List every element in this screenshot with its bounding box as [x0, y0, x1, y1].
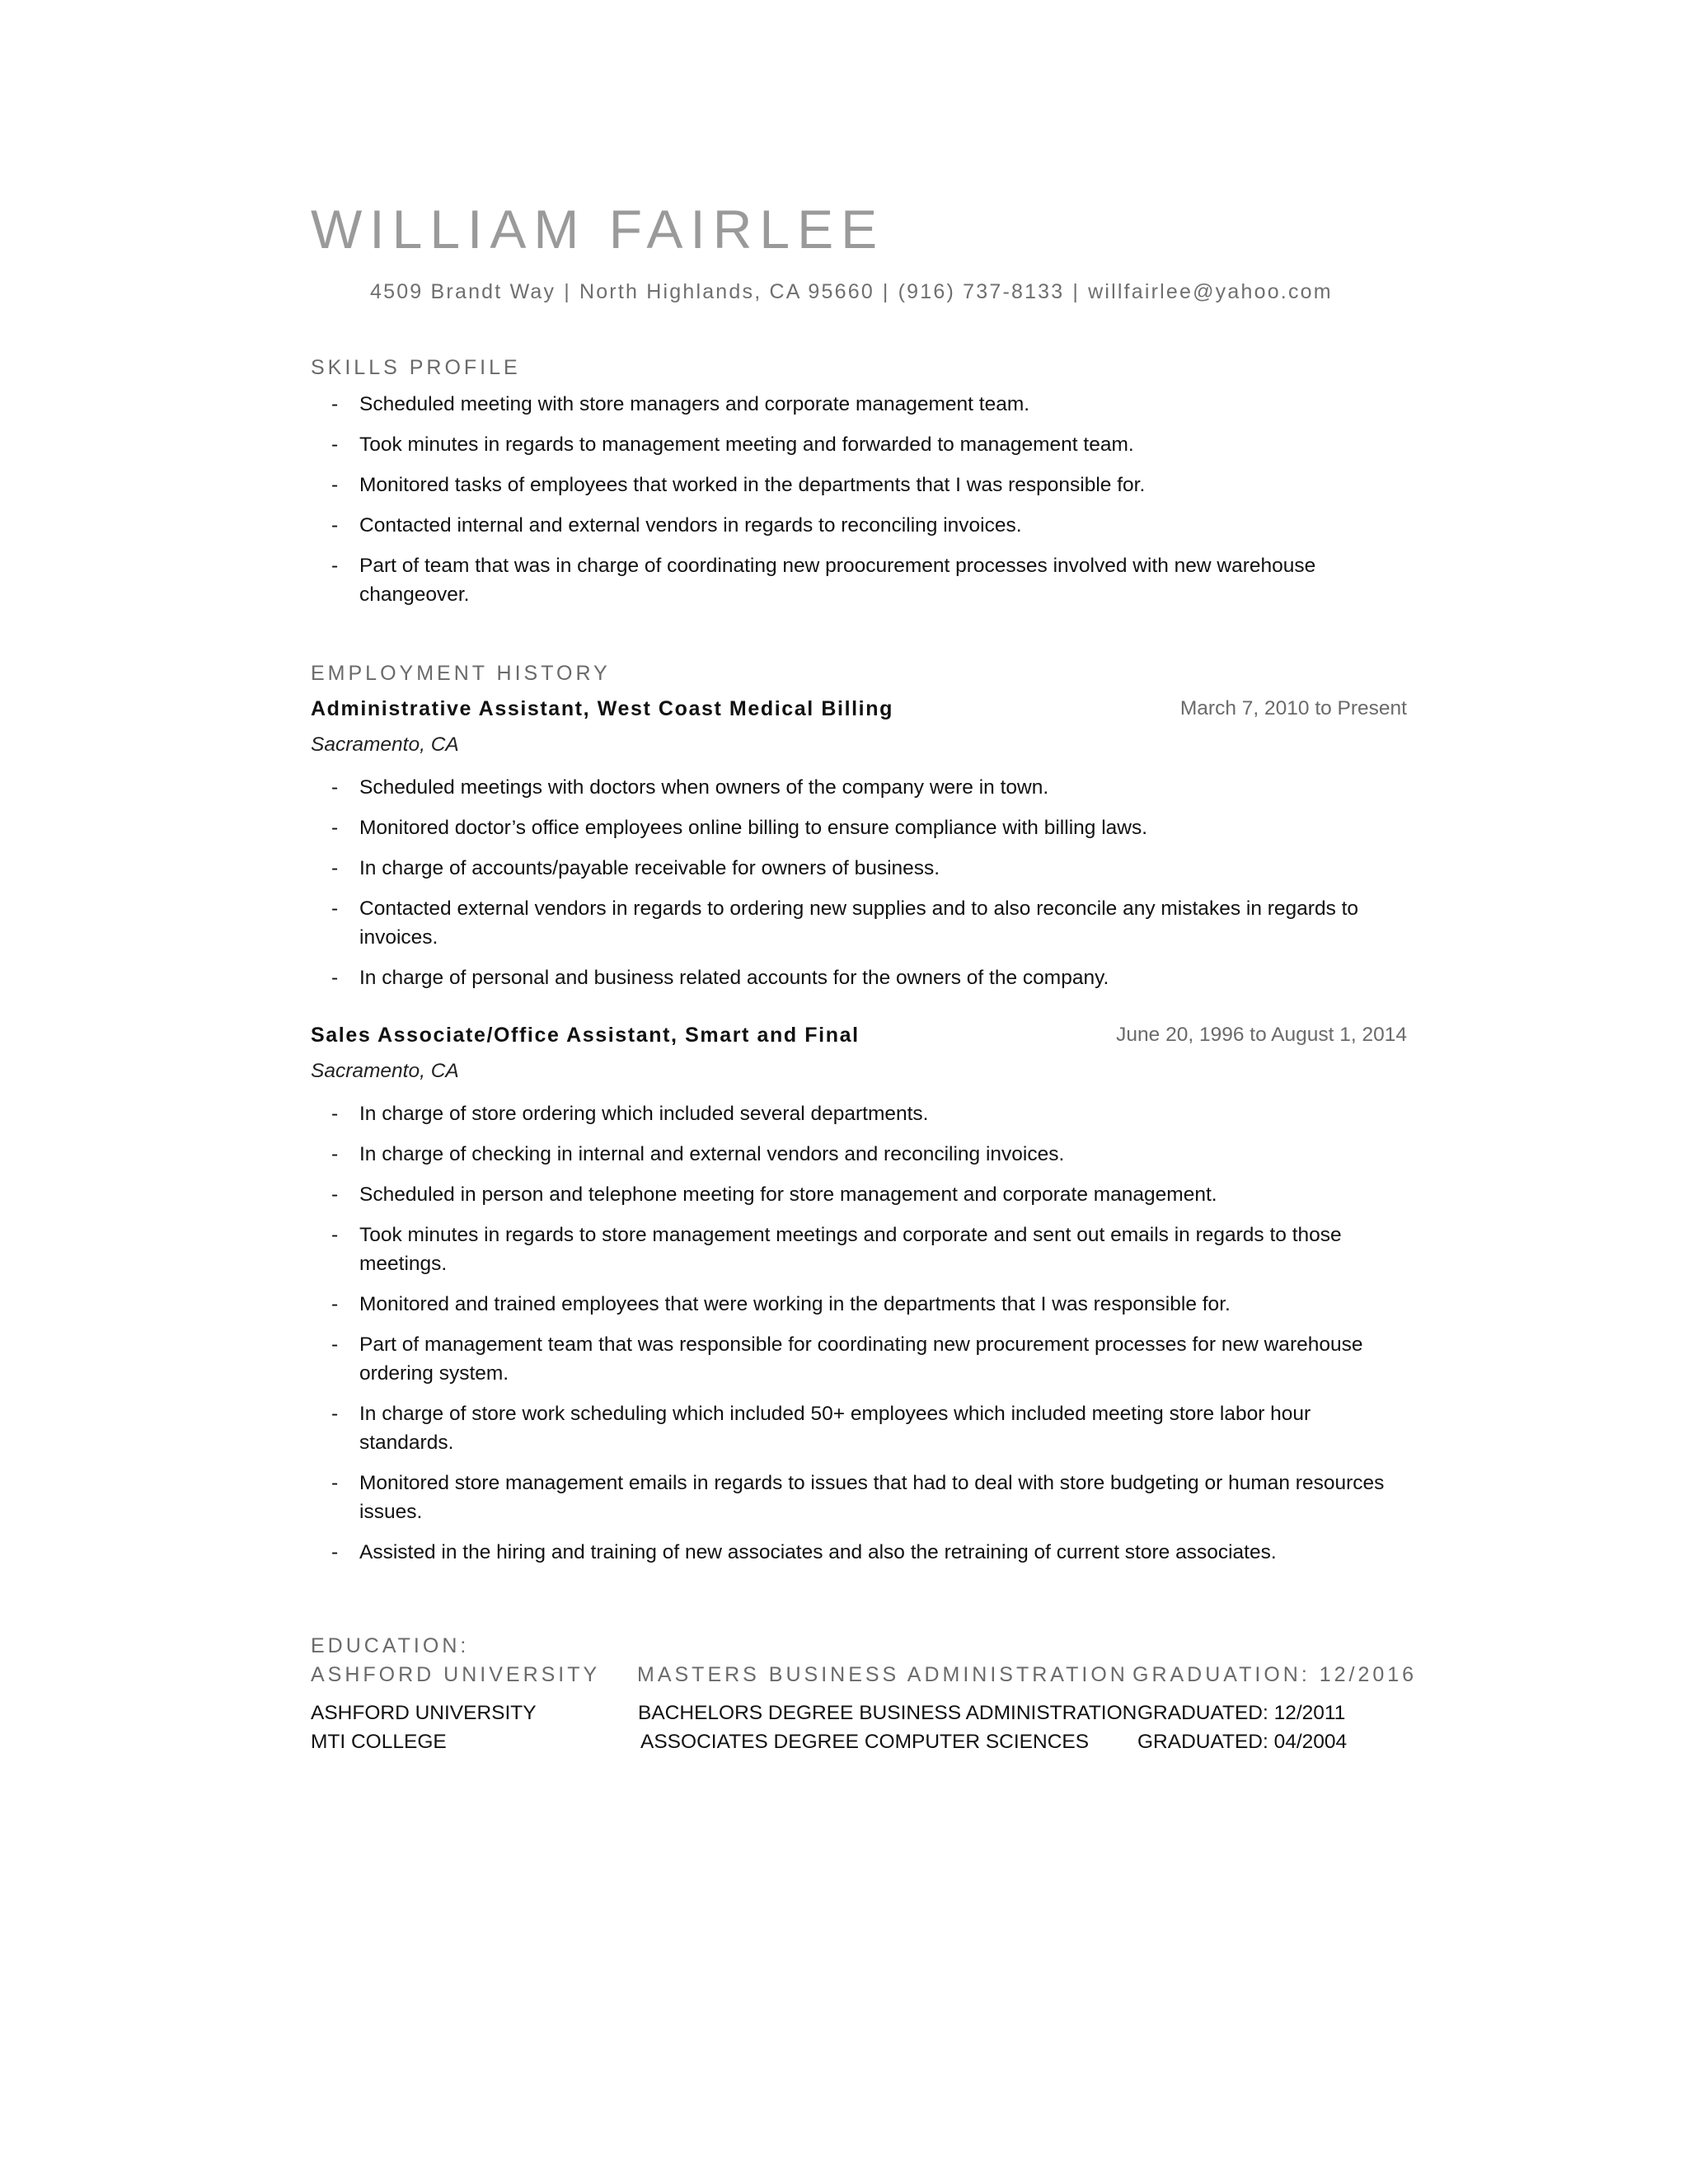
list-item	[311, 1221, 1407, 1278]
job-dates: March 7, 2010 to Present	[1179, 697, 1407, 719]
bullet-dash: -	[331, 776, 339, 799]
bullet-dash: -	[331, 1143, 339, 1165]
bullet-dash: -	[331, 898, 339, 920]
job-title: Administrative Assistant, West Coast Medical Billing	[311, 697, 893, 720]
bullet-dash: -	[331, 817, 339, 839]
list-item	[311, 854, 1407, 883]
contact-separator: |	[564, 280, 571, 303]
duty-text: Scheduled meetings with doctors when owners of the company were in town.	[359, 776, 1049, 799]
bullet-dash: -	[331, 1541, 339, 1563]
duty-text: Contacted external vendors in regards to ordering new supplies and to also reconcile any mistakes in regards to invoices.	[359, 898, 1359, 949]
skills-heading: SKILLS PROFILE	[311, 356, 521, 379]
job-location: Sacramento, CA	[311, 1060, 459, 1082]
education-school: MTI COLLEGE	[311, 1731, 447, 1753]
bullet-dash: -	[331, 1183, 339, 1206]
contact-city: North Highlands, CA 95660	[579, 280, 874, 303]
list-item	[311, 1140, 1407, 1169]
list-item	[311, 813, 1407, 842]
bullet-dash: -	[331, 1103, 339, 1125]
bullet-dash: -	[331, 1333, 339, 1356]
duty-text: In charge of personal and business related accounts for the owners of the company.	[359, 967, 1109, 989]
list-item	[311, 1290, 1407, 1319]
list-item	[311, 551, 1407, 609]
duty-text: Monitored and trained employees that were working in the departments that I was responsible for.	[359, 1293, 1231, 1315]
skill-text: Part of team that was in charge of coordinating new proocurement processes involved with new warehouse changeover.	[359, 555, 1316, 606]
list-item	[311, 1399, 1407, 1457]
contact-line	[370, 280, 1333, 304]
duty-text: Monitored doctor’s office employees online billing to ensure compliance with billing laws.	[359, 817, 1148, 839]
skill-text: Took minutes in regards to management meeting and forwarded to management team.	[359, 434, 1134, 456]
education-row	[311, 1663, 1418, 1691]
candidate-name: WILLIAM FAIRLEE	[311, 199, 885, 260]
list-item	[311, 1180, 1407, 1209]
bullet-dash: -	[331, 967, 339, 989]
list-item	[311, 894, 1407, 952]
contact-separator: |	[1072, 280, 1081, 303]
education-row	[311, 1731, 1407, 1759]
duty-text: Took minutes in regards to store management meetings and corporate and sent out emails in regards to those meetings.	[359, 1224, 1342, 1275]
contact-separator: |	[882, 280, 890, 303]
education-date: GRADUATED: 04/2004	[1137, 1731, 1348, 1753]
skill-text: Scheduled meeting with store managers and corporate management team.	[359, 393, 1030, 415]
bullet-dash: -	[331, 857, 339, 879]
education-degree: MASTERS BUSINESS ADMINISTRATION	[637, 1663, 1128, 1686]
list-item	[311, 390, 1407, 419]
contact-address: 4509 Brandt Way	[370, 280, 556, 303]
bullet-dash: -	[331, 1472, 339, 1494]
bullet-dash: -	[331, 393, 339, 415]
duty-text: In charge of checking in internal and external vendors and reconciling invoices.	[359, 1143, 1065, 1165]
education-degree: ASSOCIATES DEGREE COMPUTER SCIENCES	[640, 1731, 1090, 1753]
duty-text: Assisted in the hiring and training of new associates and also the retraining of current store associates.	[359, 1541, 1277, 1563]
skill-text: Monitored tasks of employees that worked in the departments that I was responsible for.	[359, 474, 1146, 496]
list-item	[311, 430, 1407, 459]
list-item	[311, 511, 1407, 540]
job-location: Sacramento, CA	[311, 733, 459, 756]
education-school: ASHFORD UNIVERSITY	[311, 1663, 601, 1686]
bullet-dash: -	[331, 555, 339, 577]
duty-text: Scheduled in person and telephone meeting for store management and corporate management.	[359, 1183, 1217, 1206]
bullet-dash: -	[331, 474, 339, 496]
skill-text: Contacted internal and external vendors in regards to reconciling invoices.	[359, 514, 1022, 537]
duty-text: Monitored store management emails in regards to issues that had to deal with store budgeting or human resources issues.	[359, 1472, 1385, 1523]
resume-page	[311, 0, 1418, 2184]
list-item	[311, 963, 1407, 992]
list-item	[311, 471, 1407, 499]
education-date: GRADUATED: 12/2011	[1137, 1702, 1346, 1724]
education-date: GRADUATION: 12/2016	[1132, 1663, 1418, 1686]
duty-text: Part of management team that was responsible for coordinating new procurement processes for new warehouse ordering system.	[359, 1333, 1363, 1385]
job-dates: June 20, 1996 to August 1, 2014	[1116, 1024, 1407, 1046]
list-item	[311, 1099, 1407, 1128]
bullet-dash: -	[331, 1403, 339, 1425]
education-degree: BACHELORS DEGREE BUSINESS ADMINISTRATION	[638, 1702, 1137, 1724]
bullet-dash: -	[331, 1293, 339, 1315]
duty-text: In charge of accounts/payable receivable for owners of business.	[359, 857, 940, 879]
list-item	[311, 1330, 1407, 1388]
list-item	[311, 1469, 1407, 1526]
education-heading: EDUCATION:	[311, 1634, 470, 1657]
contact-email: willfairlee@yahoo.com	[1088, 280, 1333, 303]
duty-text: In charge of store work scheduling which included 50+ employees which included meeting store labor hour standards.	[359, 1403, 1311, 1454]
duty-text: In charge of store ordering which included several departments.	[359, 1103, 929, 1125]
bullet-dash: -	[331, 1224, 339, 1246]
job-duties-list	[311, 773, 1407, 1004]
bullet-dash: -	[331, 514, 339, 537]
contact-phone: (916) 737-8133	[898, 280, 1065, 303]
list-item	[311, 1538, 1407, 1567]
education-row	[311, 1702, 1407, 1730]
skills-list	[311, 390, 1407, 621]
job-duties-list	[311, 1099, 1407, 1578]
job-title: Sales Associate/Office Assistant, Smart and Final	[311, 1024, 860, 1047]
employment-heading: EMPLOYMENT HISTORY	[311, 662, 611, 685]
education-school: ASHFORD UNIVERSITY	[311, 1702, 537, 1724]
bullet-dash: -	[331, 434, 339, 456]
list-item	[311, 773, 1407, 802]
